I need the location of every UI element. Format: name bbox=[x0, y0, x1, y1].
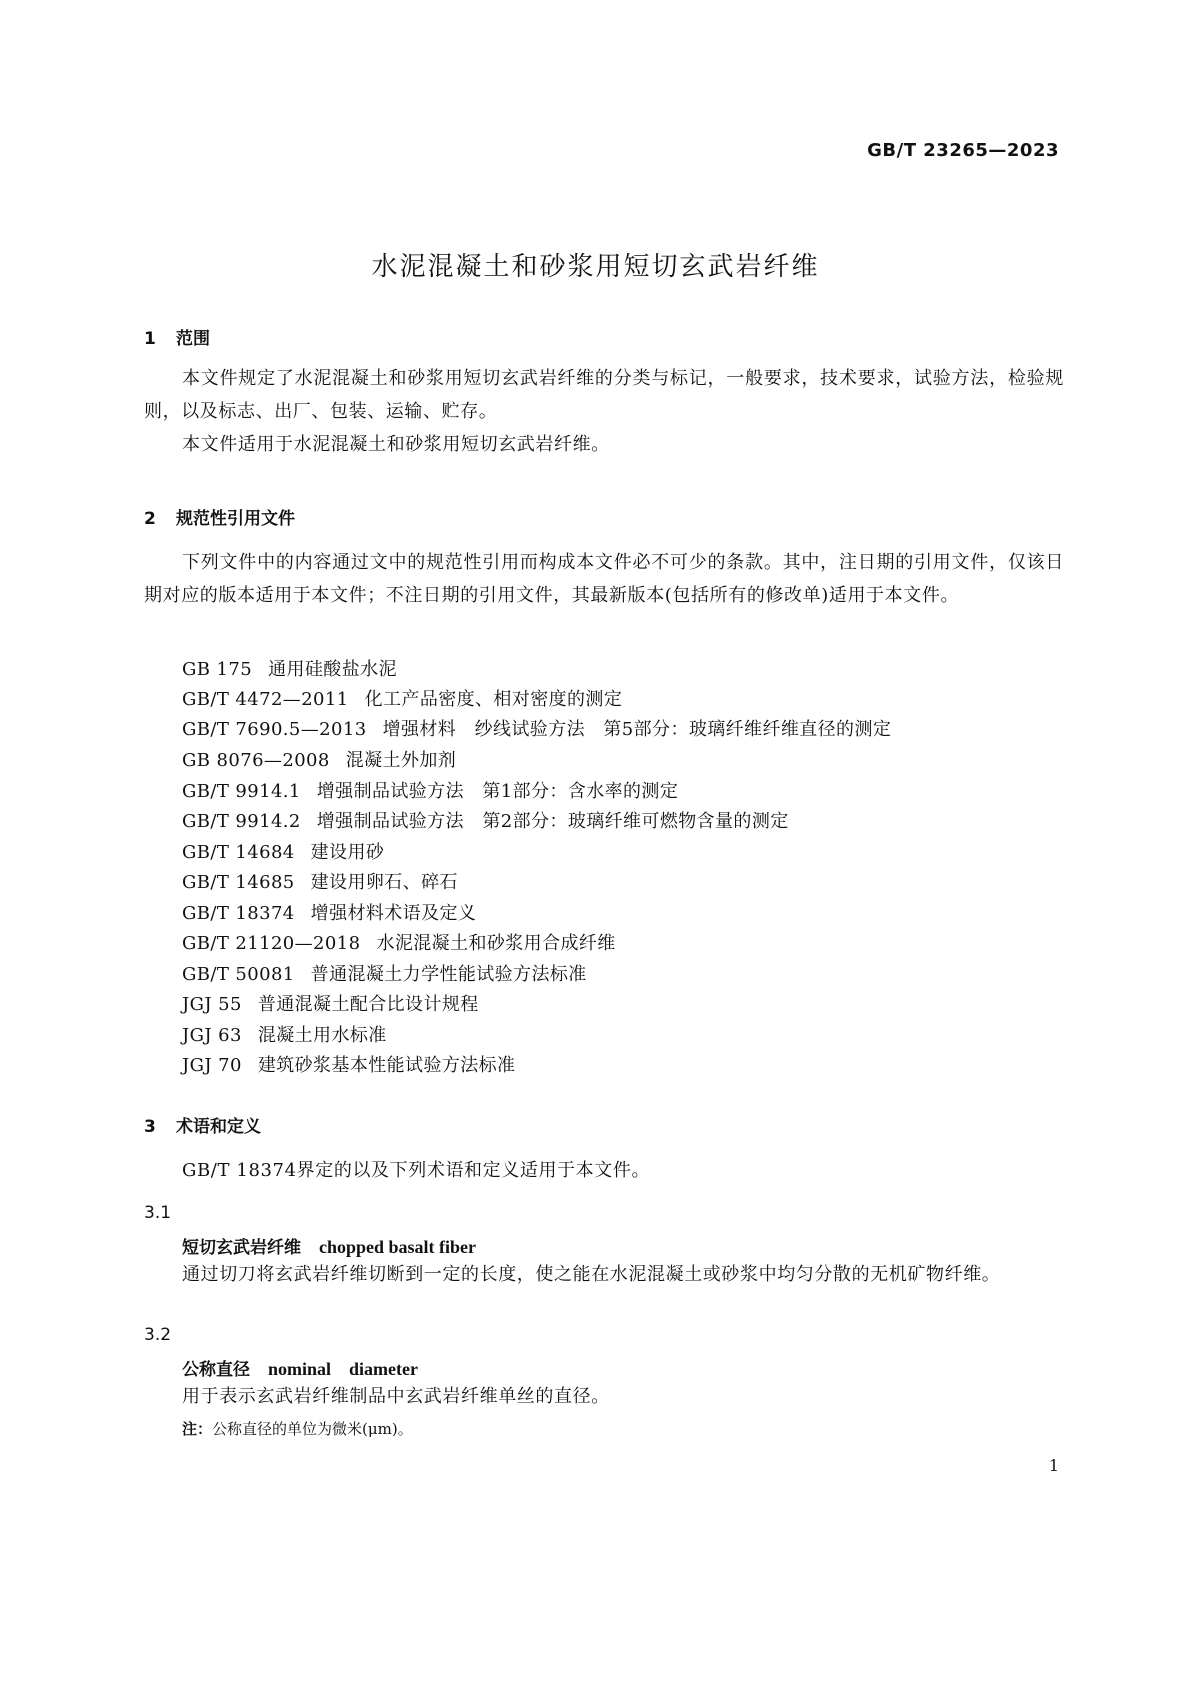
section-number: 3 bbox=[144, 1117, 156, 1137]
paragraph: 下列文件中的内容通过文中的规范性引用而构成本文件必不可少的条款。其中，注日期的引用文件，仅该日期对应的版本适用于本文件；不注日期的引用文件，其最新版本(包括所有的修改单)适用于本文件。 bbox=[144, 552, 1064, 606]
reference-title: 通用硅酸盐水泥 bbox=[268, 659, 397, 680]
term-note bbox=[182, 1418, 413, 1439]
reference-item bbox=[182, 655, 397, 681]
section-3-heading bbox=[144, 1112, 261, 1137]
reference-title: 建设用卵石、碎石 bbox=[310, 872, 458, 893]
section-title: 术语和定义 bbox=[176, 1117, 261, 1137]
reference-item bbox=[182, 838, 384, 864]
reference-item bbox=[182, 960, 587, 986]
reference-code: GB 175 bbox=[182, 659, 253, 680]
section-title: 范围 bbox=[176, 329, 210, 349]
term-definition: 通过切刀将玄武岩纤维切断到一定的长度，使之能在水泥混凝土或砂浆中均匀分散的无机矿物纤维。 bbox=[182, 1264, 1001, 1285]
reference-title: 普通混凝土力学性能试验方法标准 bbox=[310, 964, 587, 985]
reference-item bbox=[182, 899, 476, 925]
clause-number: 3.2 bbox=[144, 1325, 172, 1345]
reference-title: 化工产品密度、相对密度的测定 bbox=[364, 689, 623, 710]
reference-code: GB 8076—2008 bbox=[182, 750, 330, 771]
term-en: chopped basalt fiber bbox=[319, 1237, 477, 1257]
reference-code: GB/T 7690.5—2013 bbox=[182, 719, 367, 740]
reference-title: 增强材料术语及定义 bbox=[310, 903, 477, 924]
reference-item bbox=[182, 929, 616, 955]
reference-title: 建筑砂浆基本性能试验方法标准 bbox=[257, 1055, 516, 1076]
reference-title: 混凝土用水标准 bbox=[257, 1025, 387, 1046]
reference-item bbox=[182, 1021, 387, 1047]
reference-item bbox=[182, 685, 622, 711]
reference-code: GB/T 21120—2018 bbox=[182, 933, 361, 954]
page-number: 1 bbox=[1048, 1456, 1059, 1475]
reference-title: 增强制品试验方法 第1部分：含水率的测定 bbox=[316, 781, 679, 802]
term-entry bbox=[182, 1355, 418, 1381]
section-title: 规范性引用文件 bbox=[176, 509, 295, 529]
reference-item bbox=[182, 868, 458, 894]
reference-item bbox=[182, 715, 891, 741]
reference-code: GB/T 18374 bbox=[182, 903, 295, 924]
reference-item bbox=[182, 1051, 515, 1077]
reference-title: 水泥混凝土和砂浆用合成纤维 bbox=[376, 933, 616, 954]
section-1-heading bbox=[144, 324, 210, 349]
section-2-heading bbox=[144, 504, 295, 529]
reference-title: 混凝土外加剂 bbox=[345, 750, 457, 771]
reference-title: 普通混凝土配合比设计规程 bbox=[257, 994, 479, 1015]
reference-item bbox=[182, 990, 479, 1016]
section-number: 1 bbox=[144, 329, 156, 349]
reference-code: JGJ 70 bbox=[182, 1055, 242, 1076]
paragraph: GB/T 18374界定的以及下列术语和定义适用于本文件。 bbox=[182, 1160, 651, 1181]
reference-item bbox=[182, 777, 678, 803]
term-zh: 公称直径 bbox=[182, 1360, 250, 1380]
reference-code: GB/T 9914.2 bbox=[182, 811, 301, 832]
reference-title: 增强材料 纱线试验方法 第5部分：玻璃纤维纤维直径的测定 bbox=[382, 719, 892, 740]
clause-number: 3.1 bbox=[144, 1203, 172, 1223]
reference-item bbox=[182, 746, 456, 772]
term-en: nominal diameter bbox=[268, 1359, 418, 1379]
reference-code: JGJ 63 bbox=[182, 1025, 242, 1046]
standard-number: GB/T 23265—2023 bbox=[867, 140, 1059, 161]
section-number: 2 bbox=[144, 509, 156, 529]
reference-code: GB/T 9914.1 bbox=[182, 781, 301, 802]
paragraph: 本文件适用于水泥混凝土和砂浆用短切玄武岩纤维。 bbox=[182, 434, 610, 455]
reference-code: JGJ 55 bbox=[182, 994, 242, 1015]
reference-code: GB/T 14685 bbox=[182, 872, 295, 893]
reference-code: GB/T 4472—2011 bbox=[182, 689, 349, 710]
term-zh: 短切玄武岩纤维 bbox=[182, 1238, 301, 1258]
document-title: 水泥混凝土和砂浆用短切玄武岩纤维 bbox=[371, 252, 820, 282]
paragraph: 本文件规定了水泥混凝土和砂浆用短切玄武岩纤维的分类与标记，一般要求，技术要求，试验方法，检验规则，以及标志、出厂、包装、运输、贮存。 bbox=[144, 368, 1064, 422]
reference-title: 增强制品试验方法 第2部分：玻璃纤维可燃物含量的测定 bbox=[316, 811, 789, 832]
note-text: 公称直径的单位为微米(μm)。 bbox=[212, 1420, 413, 1438]
term-definition: 用于表示玄武岩纤维制品中玄武岩纤维单丝的直径。 bbox=[182, 1386, 610, 1407]
reference-code: GB/T 50081 bbox=[182, 964, 295, 985]
reference-title: 建设用砂 bbox=[310, 842, 385, 863]
term-entry bbox=[182, 1233, 476, 1258]
reference-item bbox=[182, 807, 789, 833]
note-label: 注： bbox=[182, 1420, 213, 1438]
reference-code: GB/T 14684 bbox=[182, 842, 295, 863]
